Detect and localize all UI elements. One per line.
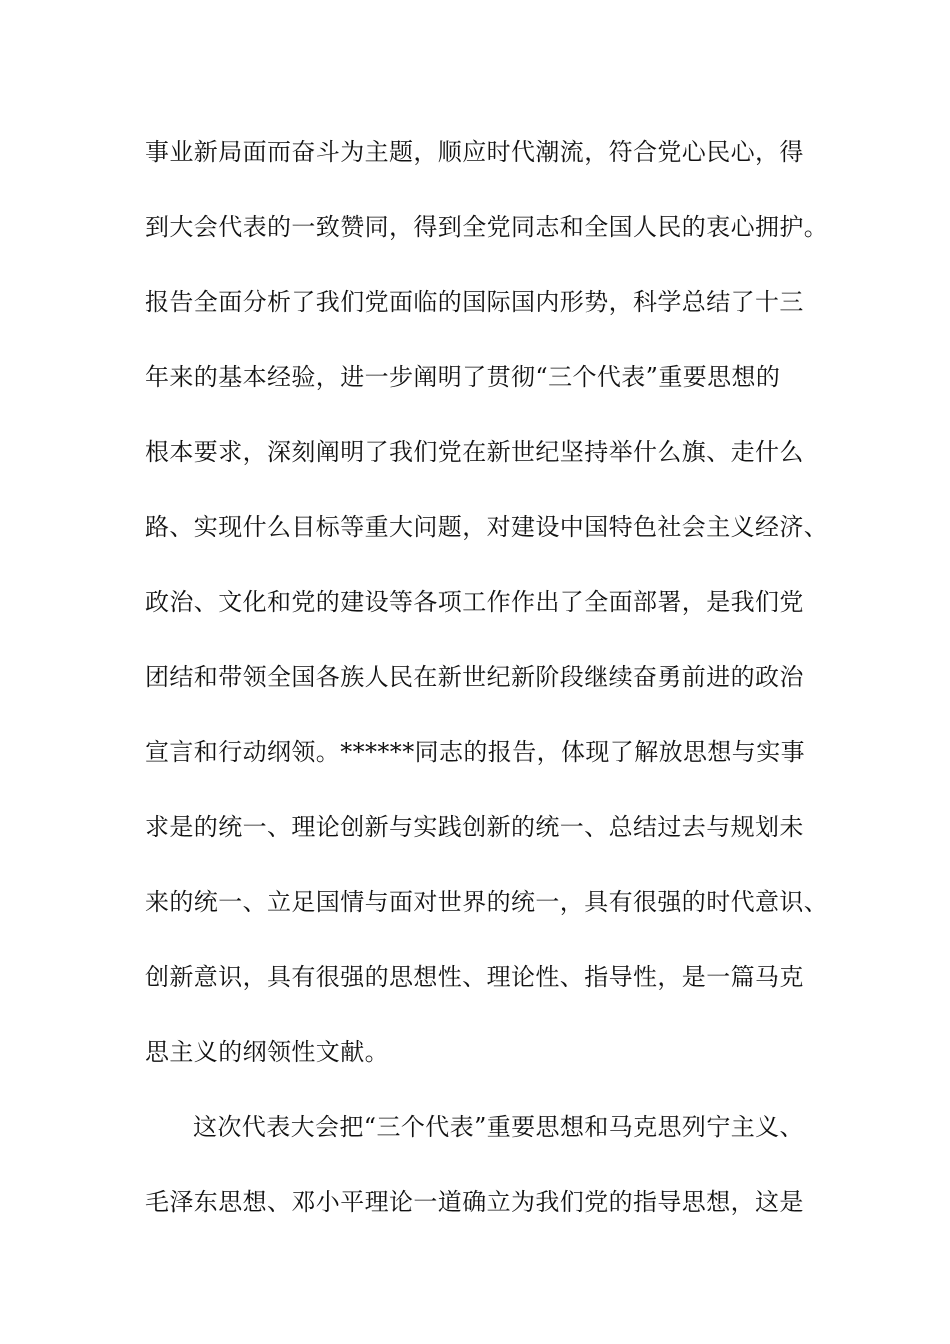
text-line: 到大会代表的一致赞同，得到全党同志和全国人民的衷心拥护。: [145, 213, 829, 241]
paragraph-first-line: 这次代表大会把“三个代表”重要思想和马克思列宁主义、: [193, 1113, 804, 1141]
text-line: 思主义的纲领性文献。: [145, 1038, 389, 1066]
text-line: 路、实现什么目标等重大问题，对建设中国特色社会主义经济、: [145, 513, 829, 541]
text-line: 创新意识，具有很强的思想性、理论性、指导性，是一篇马克: [145, 963, 804, 991]
text-line: 求是的统一、理论创新与实践创新的统一、总结过去与规划未: [145, 813, 804, 841]
text-line: 报告全面分析了我们党面临的国际国内形势，科学总结了十三: [145, 288, 804, 316]
text-line: 宣言和行动纲领。******同志的报告，体现了解放思想与实事: [145, 738, 805, 766]
text-line: 政治、文化和党的建设等各项工作作出了全面部署，是我们党: [145, 588, 804, 616]
text-line: 事业新局面而奋斗为主题，顺应时代潮流，符合党心民心，得: [145, 138, 804, 166]
text-line: 团结和带领全国各族人民在新世纪新阶段继续奋勇前进的政治: [145, 663, 804, 691]
text-line: 根本要求，深刻阐明了我们党在新世纪坚持举什么旗、走什么: [145, 438, 804, 466]
text-line: 来的统一、立足国情与面对世界的统一，具有很强的时代意识、: [145, 888, 829, 916]
text-line: 毛泽东思想、邓小平理论一道确立为我们党的指导思想，这是: [145, 1188, 804, 1216]
text-line: 年来的基本经验，进一步阐明了贯彻“三个代表”重要思想的: [145, 363, 781, 391]
